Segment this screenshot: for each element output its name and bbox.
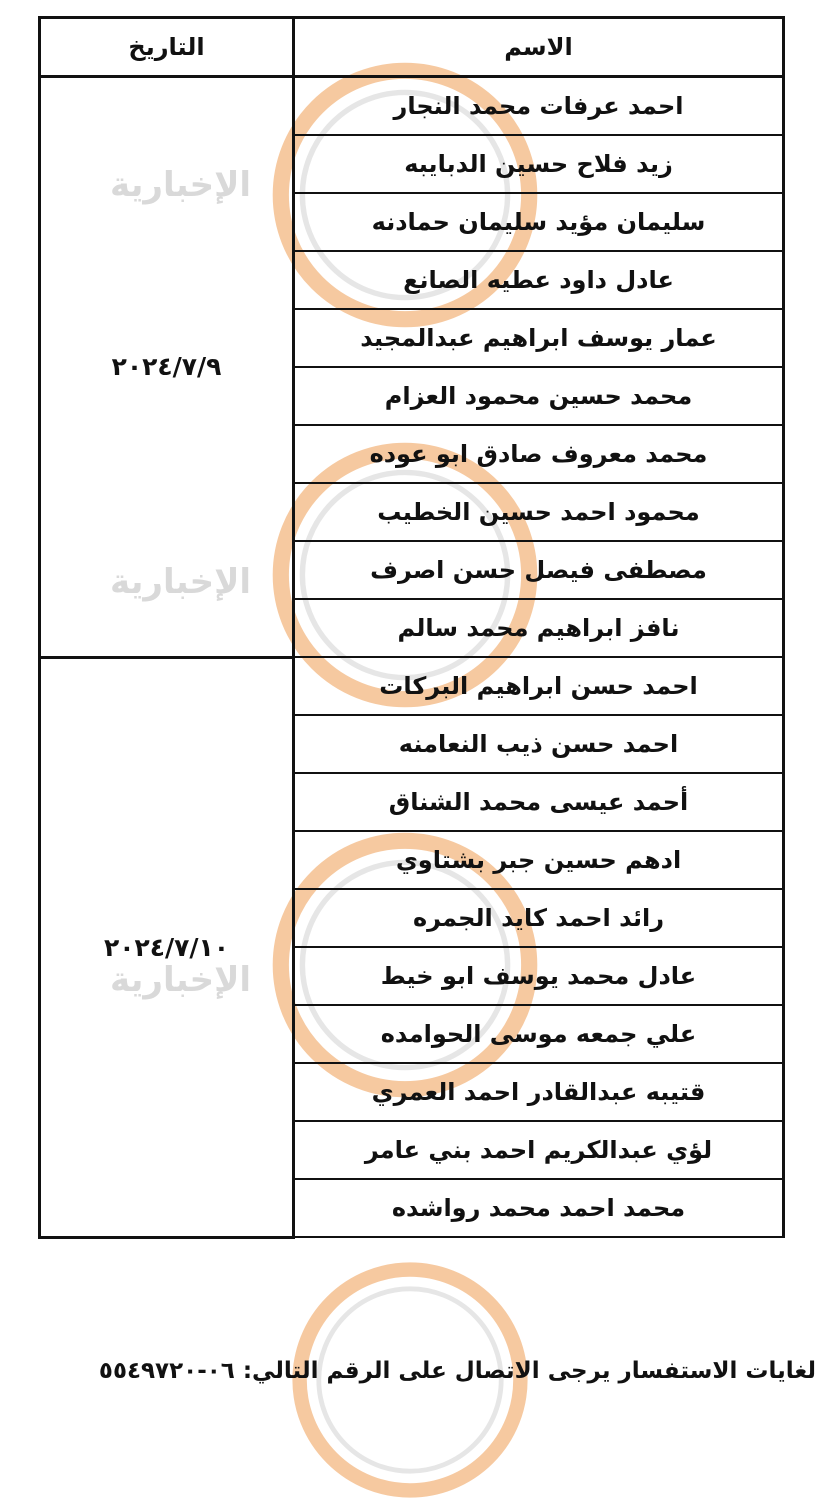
- table-row: [40, 657, 784, 715]
- name-cell: علي جمعه موسى الحوامده: [294, 1005, 784, 1063]
- name-cell: احمد حسن ابراهيم البركات: [294, 657, 784, 715]
- name-cell: ادهم حسين جبر بشتاوي: [294, 831, 784, 889]
- name-cell: أحمد عيسى محمد الشناق: [294, 773, 784, 831]
- watermark-text-2: الإخبارية: [110, 562, 252, 602]
- date-cell: ٢٠٢٤/٧/١٠: [40, 657, 294, 1237]
- table-row: [40, 77, 784, 136]
- name-cell: احمد حسن ذيب النعامنه: [294, 715, 784, 773]
- name-cell: نافز ابراهيم محمد سالم: [294, 599, 784, 657]
- watermark-text-3: الإخبارية: [110, 960, 252, 1000]
- inquiry-footer: لغايات الاستفسار يرجى الاتصال على الرقم التالي: ٠٦-٥٥٤٩٧٢٠: [98, 1358, 816, 1384]
- date-cell: ٢٠٢٤/٧/٩: [40, 77, 294, 658]
- name-cell: محمود احمد حسين الخطيب: [294, 483, 784, 541]
- names-dates-table: [38, 16, 785, 1239]
- header-date: التاريخ: [40, 18, 294, 77]
- table-header-row: [40, 18, 784, 77]
- name-cell: محمد معروف صادق ابو عوده: [294, 425, 784, 483]
- name-cell: سليمان مؤيد سليمان حمادنه: [294, 193, 784, 251]
- name-cell: رائد احمد كايد الجمره: [294, 889, 784, 947]
- name-cell: عمار يوسف ابراهيم عبدالمجيد: [294, 309, 784, 367]
- name-cell: مصطفى فيصل حسن اصرف: [294, 541, 784, 599]
- name-cell: قتيبه عبدالقادر احمد العمري: [294, 1063, 784, 1121]
- header-name: الاسم: [294, 18, 784, 77]
- name-cell: عادل محمد يوسف ابو خيط: [294, 947, 784, 1005]
- watermark-text-1: الإخبارية: [110, 165, 252, 205]
- name-cell: محمد حسين محمود العزام: [294, 367, 784, 425]
- name-cell: محمد احمد محمد رواشده: [294, 1179, 784, 1237]
- name-cell: احمد عرفات محمد النجار: [294, 77, 784, 136]
- name-cell: عادل داود عطيه الصانع: [294, 251, 784, 309]
- name-cell: زيد فلاح حسين الدبايبه: [294, 135, 784, 193]
- name-cell: لؤي عبدالكريم احمد بني عامر: [294, 1121, 784, 1179]
